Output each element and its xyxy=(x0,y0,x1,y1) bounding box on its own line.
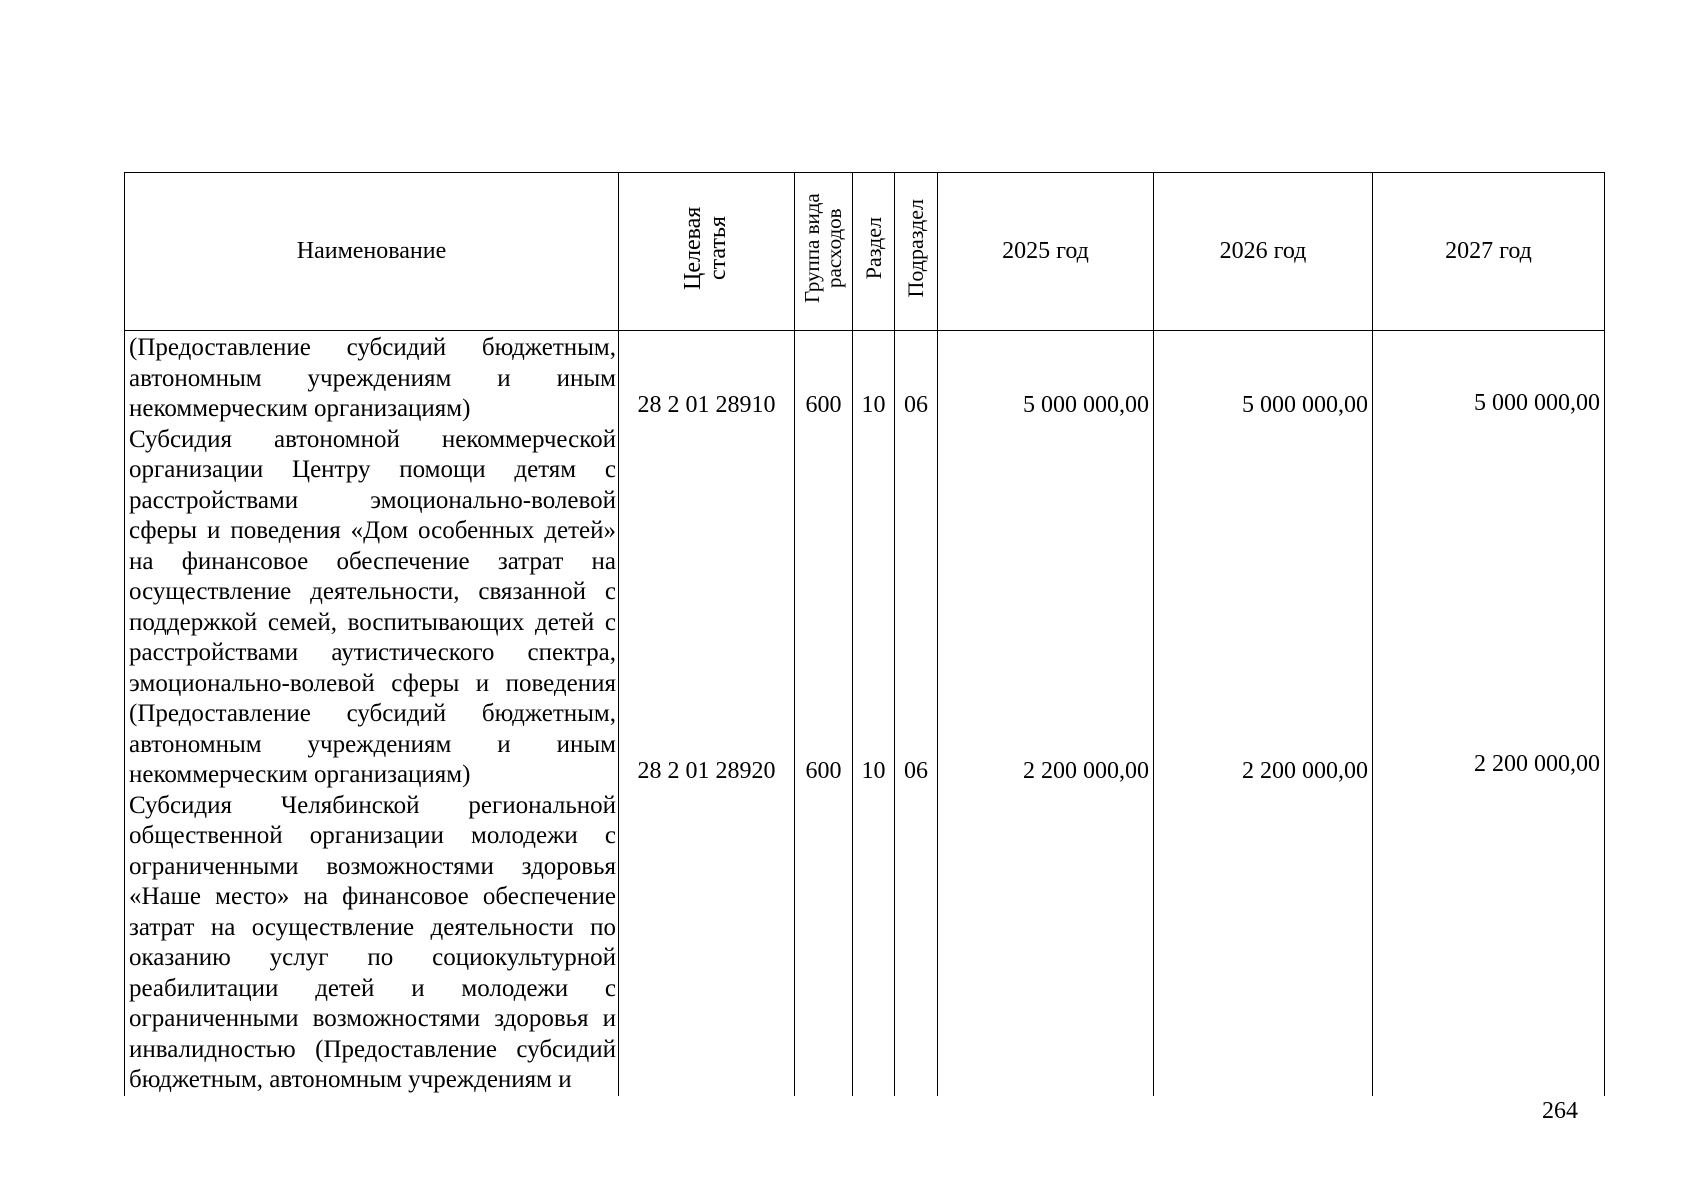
amount-2027-cell xyxy=(1373,331,1605,1096)
header-subsection xyxy=(895,173,938,331)
header-name: Наименование xyxy=(125,173,619,331)
header-row xyxy=(125,173,1605,331)
header-expense-group-label: Группа вида расходов xyxy=(800,193,847,303)
expense-group-cell xyxy=(795,331,853,1096)
header-2026: 2026 год xyxy=(1154,173,1373,331)
header-2027: 2027 год xyxy=(1373,173,1605,331)
amount-2025-value: 5 000 000,00 xyxy=(1023,392,1149,418)
name-paragraph: Субсидия автономной некоммерческой организации Центру помощи детям с расстройствами эмоционально-волевой сферы и поведения «Дом особенных детей» на финансовое обеспечение затрат на осуществление деятельности, связанной с поддержкой семей, воспитывающих детей с расстройствами аутистического спектра, эмоционально-волевой сферы и поведения (Предоставление субсидий бюджетным, автономным учреждениям и иным некоммерческим организациям) xyxy=(129,425,616,788)
amount-2025-cell xyxy=(938,331,1154,1096)
header-target-article xyxy=(619,173,795,331)
amount-2026-value: 5 000 000,00 xyxy=(1242,392,1368,418)
target-article-value: 28 2 01 28910 xyxy=(637,392,776,418)
table-body-row xyxy=(125,331,1605,1096)
section-value: 10 xyxy=(861,758,886,784)
header-2025: 2025 год xyxy=(938,173,1154,331)
header-target-article-label: Целевая статья xyxy=(680,206,732,290)
amount-2027-value: 5 000 000,00 xyxy=(1474,390,1600,416)
header-expense-group xyxy=(795,173,853,331)
amount-2026-cell xyxy=(1154,331,1373,1096)
target-article-cell xyxy=(619,331,795,1096)
name-paragraph: Субсидия Челябинской региональной общественной организации молодежи с ограниченными возможностями здоровья «Наше место» на финансовое обеспечение затрат на осуществление деятельности по оказанию услуг по социокультурной реабилитации детей и молодежи с ограниченными возможностями здоровья и инвалидностью (Предоставление субсидий бюджетным, автономным учреждениям и xyxy=(129,791,616,1093)
page-number: 264 xyxy=(1542,1098,1578,1124)
section-value: 10 xyxy=(861,392,886,418)
budget-table xyxy=(124,172,1605,1096)
amount-2027-value: 2 200 000,00 xyxy=(1474,751,1600,777)
subsection-value: 06 xyxy=(904,758,928,784)
header-section xyxy=(853,173,895,331)
expense-group-value: 600 xyxy=(805,392,842,418)
target-article-value: 28 2 01 28920 xyxy=(637,758,776,784)
subsection-cell xyxy=(895,331,938,1096)
amount-2026-value: 2 200 000,00 xyxy=(1242,758,1368,784)
header-section-label: Раздел xyxy=(860,216,886,280)
expense-group-value: 600 xyxy=(805,758,842,784)
name-cell xyxy=(125,331,619,1096)
section-cell xyxy=(853,331,895,1096)
name-paragraph: (Предоставление субсидий бюджетным, автономным учреждениям и иным некоммерческим организациям) xyxy=(129,334,616,422)
header-subsection-label: Подраздел xyxy=(903,198,929,298)
subsection-value: 06 xyxy=(904,392,928,418)
amount-2025-value: 2 200 000,00 xyxy=(1023,758,1149,784)
